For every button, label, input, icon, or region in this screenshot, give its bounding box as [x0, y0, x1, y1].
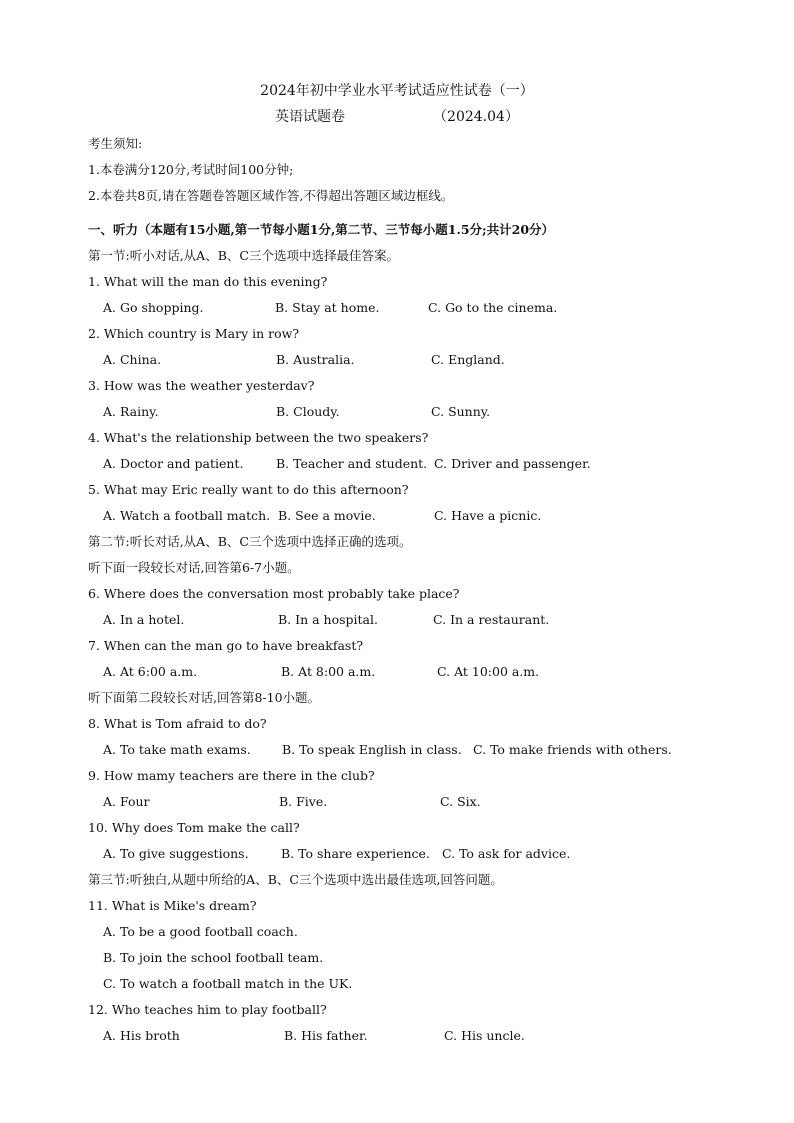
- option-c: C. His uncle.: [444, 1028, 525, 1043]
- question-text: 12. Who teaches him to play football?: [88, 1002, 327, 1017]
- option-a: A. At 6:00 a.m.: [103, 664, 198, 679]
- option-c: C. Sunny.: [431, 404, 491, 419]
- option-a: A. To give suggestions.: [103, 846, 249, 861]
- subject-label: 英语试题卷: [275, 109, 346, 125]
- option-a: A. Doctor and patient.: [103, 456, 244, 471]
- dialog-instruction: 听下面第二段较长对话,回答第8-10小题。: [88, 690, 321, 705]
- option-c: C. Six.: [440, 794, 481, 809]
- exam-date: （2024.04）: [433, 109, 519, 125]
- option-b: B. To speak English in class.: [282, 742, 462, 757]
- part-instruction: 第三节:听独白,从题中所给的A、B、C三个选项中选出最佳选项,回答问题。: [88, 872, 503, 887]
- option-c: C. To make friends with others.: [473, 742, 672, 757]
- option-a: A. Four: [103, 794, 150, 809]
- option-c: C. Have a picnic.: [434, 508, 542, 523]
- notice-item: 1.本卷满分120分,考试时间100分钟;: [88, 162, 294, 177]
- option-a: A. China.: [103, 352, 162, 367]
- option-a: A. Rainy.: [103, 404, 159, 419]
- option-b: B. Stay at home.: [275, 300, 380, 315]
- dialog-instruction: 听下面一段较长对话,回答第6-7小题。: [88, 560, 300, 575]
- option-b: B. To join the school football team.: [103, 950, 324, 965]
- option-b: B. At 8:00 a.m.: [281, 664, 376, 679]
- option-a: A. To take math exams.: [103, 742, 251, 757]
- option-a: A. Go shopping.: [103, 300, 204, 315]
- notice-heading: 考生须知:: [88, 136, 143, 151]
- option-a: A. To be a good football coach.: [103, 924, 298, 939]
- option-b: B. In a hospital.: [278, 612, 378, 627]
- option-c: C. At 10:00 a.m.: [437, 664, 540, 679]
- option-c: C. Driver and passenger.: [434, 456, 591, 471]
- option-c: C. To watch a football match in the UK.: [103, 976, 353, 991]
- option-c: C. England.: [431, 352, 505, 367]
- option-b: B. His father.: [284, 1028, 368, 1043]
- option-a: A. His broth: [103, 1028, 180, 1043]
- option-a: A. Watch a football match.: [103, 508, 271, 523]
- option-c: C. To ask for advice.: [442, 846, 571, 861]
- question-text: 7. When can the man go to have breakfast?: [88, 638, 364, 653]
- option-b: B. To share experience.: [281, 846, 430, 861]
- option-c: C. Go to the cinema.: [428, 300, 558, 315]
- question-text: 9. How mamy teachers are there in the club?: [88, 768, 375, 783]
- part-instruction: 第二节:听长对话,从A、B、C三个选项中选择正确的选项。: [88, 534, 412, 549]
- question-text: 2. Which country is Mary in row?: [88, 326, 300, 341]
- notice-item: 2.本卷共8页,请在答题卷答题区域作答,不得超出答题区域边框线。: [88, 188, 454, 203]
- option-a: A. In a hotel.: [103, 612, 185, 627]
- question-text: 1. What will the man do this evening?: [88, 274, 328, 289]
- exam-subtitle: [0, 108, 794, 126]
- question-text: 6. Where does the conversation most probably take place?: [88, 586, 460, 601]
- part-instruction: 第一节:听小对话,从A、B、C三个选项中选择最佳答案。: [88, 248, 399, 263]
- question-text: 3. How was the weather yesterdav?: [88, 378, 315, 393]
- exam-title: 2024年初中学业水平考试适应性试卷（一）: [260, 83, 534, 99]
- question-text: 4. What's the relationship between the two speakers?: [88, 430, 429, 445]
- section-heading: 一、听力（本题有15小题,第一节每小题1分,第二节、三节每小题1.5分;共计20分）: [88, 222, 555, 237]
- option-b: B. See a movie.: [278, 508, 376, 523]
- option-b: B. Teacher and student.: [276, 456, 428, 471]
- option-b: B. Cloudy.: [276, 404, 340, 419]
- question-text: 10. Why does Tom make the call?: [88, 820, 300, 835]
- question-text: 8. What is Tom afraid to do?: [88, 716, 267, 731]
- option-b: B. Australia.: [276, 352, 355, 367]
- question-text: 11. What is Mike's dream?: [88, 898, 257, 913]
- option-b: B. Five.: [279, 794, 328, 809]
- question-text: 5. What may Eric really want to do this afternoon?: [88, 482, 409, 497]
- option-c: C. In a restaurant.: [433, 612, 550, 627]
